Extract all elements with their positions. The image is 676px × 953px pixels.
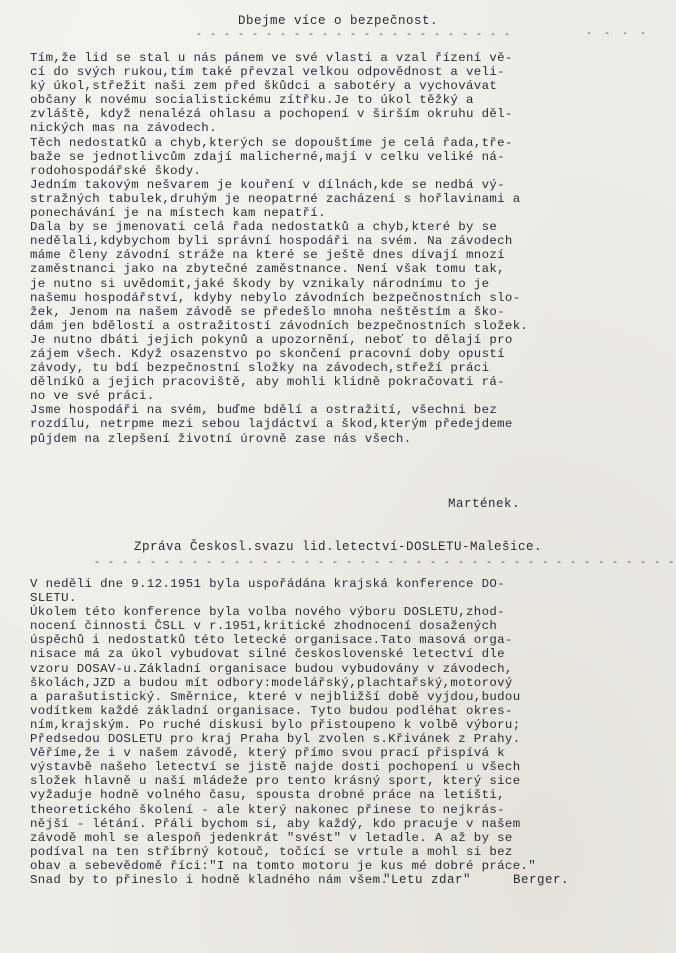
text-line: cí do svých rukou,tím také převzal velkou odpovědnost a veli- xyxy=(30,65,505,80)
text-line: Dala by se jmenovati celá řada nedostatků a chyb,které by se xyxy=(30,220,498,235)
text-line: výstavbě našeho letectví se jistě najde dosti pochopení u všech xyxy=(30,760,521,775)
text-line: stražných tabulek,druhým je neopatrné zacházení s hořlavinami a xyxy=(30,191,521,206)
text-line: no ve své práci. xyxy=(30,389,155,404)
text-line: Je nutno dbáti jejich pokynů a upozornění, neboť to dělají pro xyxy=(30,332,513,347)
article2-body xyxy=(30,577,650,887)
text-line: nější - létání. Přáli bychom si, aby každý, kdo pracuje v našem xyxy=(30,816,521,831)
text-line: nocení činnosti ČSLL v r.1951,kritické zhodnocení dosažených xyxy=(30,619,498,634)
text-line: nedělali,kdybychom byli správní hospodáři na svém. Na závodech xyxy=(30,234,513,249)
text-line: podíval na ten stříbrný kotouč, točící se vrtule a mohl si bez xyxy=(30,844,513,859)
text-line: baže se jednotlivcům zdají malicherné,mají v celku veliké ná- xyxy=(30,149,505,164)
text-line: zájem všech. Když osazenstvo po skončení pracovní doby opustí xyxy=(30,346,505,361)
text-line: Těch nedostatků a chyb,kterých se dopouštíme je celá řada,tře- xyxy=(30,135,513,150)
text-line: máme členy závodní stráže na které se ještě dnes dívají mnozí xyxy=(30,248,505,263)
article1-signature: Martének. xyxy=(448,497,521,511)
text-line: nických mas na závodech. xyxy=(30,121,217,136)
text-line: půjdem na zlepšení životní úrovně zase nás všech. xyxy=(30,431,412,446)
text-line: theoretického školení - ale který nakonec přinese to nejkrás- xyxy=(30,802,505,817)
text-line: našemu hospodářství, kdyby nebylo závodních bezpečnostních slo- xyxy=(30,290,521,305)
text-line: Tím,že lid se stal u nás pánem ve své vlasti a vzal řízení vě- xyxy=(30,51,513,65)
article1-body xyxy=(30,51,650,446)
text-line: vyžaduje hodně volného času, spousta drobné práce na letišti, xyxy=(30,788,505,803)
text-line: úspěchů i nedostatků této letecké organisace.Tato masová orga- xyxy=(30,633,513,648)
text-line: závody, tu bdí bezpečnostní složky na závodech,střeží práci xyxy=(30,361,490,376)
article1-title-underline: - - - - - - - - - - - - - - - - - - - - - - - xyxy=(196,30,512,41)
text-line: rozdílu, netrpme mezi sebou lajdáctví a škod,kterým předejdeme xyxy=(30,417,513,432)
text-line: je nutno si uvědomit,jaké škody by vznikaly národnímu to je xyxy=(30,276,490,291)
text-line: Jedním takovým nešvarem je kouření v dílnách,kde se nedbá vý- xyxy=(30,177,505,192)
text-line: ponechávání je na místech kam nepatří. xyxy=(30,206,326,221)
article2-closing: "Letu zdar" xyxy=(383,873,472,887)
text-line: Jsme hospodáři na svém, buďme bdělí a ostražití, všechni bez xyxy=(30,403,498,418)
text-line: vzoru DOSAV-u.Základní organisace budou vybudovány v závodech, xyxy=(30,661,513,676)
margin-marks: - - · - xyxy=(586,29,647,40)
article2-signature: Berger. xyxy=(513,873,570,887)
text-line: složek hlavně u naší mládeže pro tento krásný sport, který sice xyxy=(30,774,521,789)
text-line: dám jen bdělostí a ostražitostí závodních bezpečnostních složek. xyxy=(30,318,529,333)
text-line: rodohospodářské škody. xyxy=(30,163,202,178)
text-line: V neděli dne 9.12.1951 byla uspořádána krajská konference DO- xyxy=(30,577,505,591)
article2-title: Zpráva Českosl.svazu lid.letectví-DOSLETU-Malešice. xyxy=(133,540,543,554)
text-line: Snad by to přineslo i hodně kladného nám všem. xyxy=(30,872,389,887)
text-line: obav a sebevědomě říci:"I na tomto motoru je kus mé dobré práce." xyxy=(30,858,537,873)
text-line: žek, Jenom na našem závodě se předešlo mnoha neštěstím a ško- xyxy=(30,304,505,319)
text-line: zvláště, když nenalézá ohlasu a pochopení v širším okruhu děl- xyxy=(30,107,513,122)
article2-title-underline: - - - - - - - - - - - - - - - - - - - - - - - - - - - - - - - - - - - - - - - - - - xyxy=(94,558,676,569)
text-line: SLETU. xyxy=(30,591,77,606)
text-line: zaměstnanci jako na zbytečné zaměstnance. Není však tomu tak, xyxy=(30,262,505,277)
text-line: Úkolem této konference byla volba nového výboru DOSLETU,zhod- xyxy=(30,605,505,620)
article1-title: Dbejme více o bezpečnost. xyxy=(237,14,439,28)
text-line: občany k novému socialistickému zítřku.Je to úkol těžký a xyxy=(30,93,474,108)
text-line: Věříme,že i v našem závodě, který přímo svou prací přispívá k xyxy=(30,746,505,761)
text-line: závodě mohl se alespoň jedenkrát "svést" v letadle. A až by se xyxy=(30,830,513,845)
text-line: a parašutistický. Směrnice, které v nejbližší době vyjdou,budou xyxy=(30,689,521,704)
text-line: vodítkem každé základní organisace. Tyto budou podléhat okres- xyxy=(30,703,513,718)
text-line: ním,krajským. Po ruché diskusi bylo přistoupeno k volbě výboru; xyxy=(30,717,521,732)
text-line: nisace má za úkol vybudovat silné československé letectví dle xyxy=(30,647,505,662)
text-line: Předsedou DOSLETU pro kraj Praha byl zvolen s.Křivánek z Prahy. xyxy=(30,732,521,747)
text-line: ký úkol,střežit naši zem před škůdci a sabotéry a vychovávat xyxy=(30,79,498,94)
text-line: školách,JZD a budou mít odbory:modelářský,plachtařský,motorový xyxy=(30,675,513,690)
text-line: dělníků a jejich pracoviště, aby mohli klidně pokračovati rá- xyxy=(30,375,505,390)
